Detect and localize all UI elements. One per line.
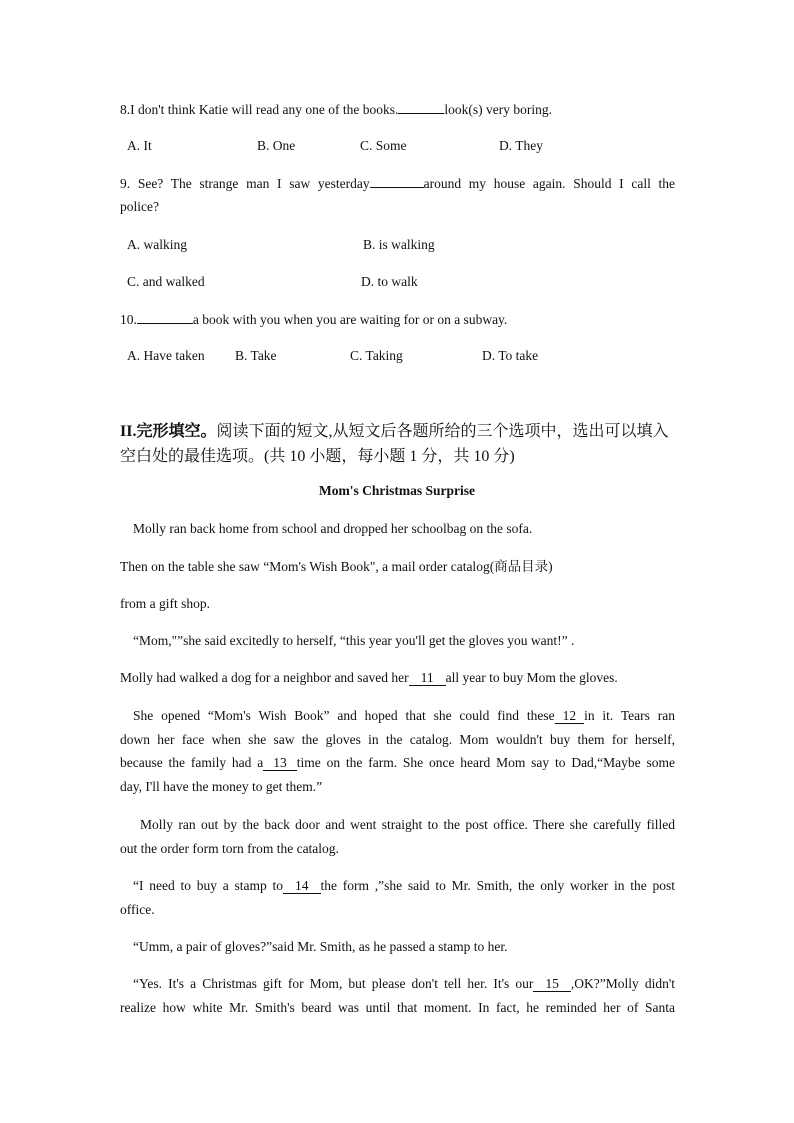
p8-text-before: “I need to buy a stamp to: [133, 878, 284, 893]
q8-option-d: D. They: [499, 138, 543, 153]
q10-text-after: a book with you when you are waiting for or on a subway.: [192, 312, 508, 327]
q8-option-c: C. Some: [360, 138, 407, 153]
passage-p6-line2: down her face when she saw the gloves in the catalog. Mom wouldn't buy them for herself,: [120, 732, 675, 747]
q10-option-d: D. To take: [482, 348, 539, 363]
passage-p10-line1: [133, 975, 675, 993]
q10-blank: [137, 310, 193, 324]
q9-option-d: D. to walk: [361, 274, 418, 289]
q9-blank: [370, 174, 424, 188]
passage-p10-line2: realize how white Mr. Smith's beard was until that moment. In fact, he reminded her of Santa: [120, 1000, 675, 1015]
section-2-label: II.完形填空。: [120, 423, 217, 440]
p6-text-before: She opened “Mom's Wish Book” and hoped that she could find these: [133, 708, 555, 723]
q8-option-b: B. One: [257, 138, 296, 153]
p5-text-after: all year to buy Mom the gloves.: [445, 670, 618, 685]
section-2-heading: [120, 419, 680, 445]
blank-15: 15: [533, 976, 571, 992]
passage-p8-line1: [133, 877, 675, 895]
passage-p4: “Mom,"”she said excitedly to herself, “this year you'll get the gloves you want!” .: [133, 633, 575, 648]
blank-12: 12: [555, 708, 585, 724]
passage-p6-line4: day, I'll have the money to get them.”: [120, 779, 323, 794]
passage-title: Mom's Christmas Surprise: [319, 483, 475, 498]
passage-p2: Then on the table she saw “Mom's Wish Book", a mail order catalog(商品目录): [120, 559, 553, 574]
q9-text-before: 9. See? The strange man I saw yesterday: [120, 176, 370, 191]
p6-l3-text-before: because the family had a: [120, 755, 264, 770]
question-10: [120, 310, 507, 329]
p10-text-before: “Yes. It's a Christmas gift for Mom, but please don't tell her. It's our: [133, 976, 534, 991]
p8-text-after: the form ,”she said to Mr. Smith, the only worker in the post: [320, 878, 675, 893]
q10-option-a: A. Have taken: [127, 348, 205, 363]
blank-13: 13: [263, 755, 297, 771]
passage-p8-line2: office.: [120, 902, 155, 917]
passage-p7-line2: out the order form torn from the catalog.: [120, 841, 339, 856]
q8-blank: [398, 100, 444, 114]
q8-text-after: look(s) very boring.: [444, 102, 552, 117]
q8-option-a: A. It: [127, 138, 152, 153]
blank-11: 11: [409, 670, 446, 686]
section-2-instruction-line1: 阅读下面的短文,从短文后各题所给的三个选项中，选出可以填入: [216, 423, 669, 440]
q9-option-a: A. walking: [127, 237, 187, 252]
q10-text-before: 10.: [120, 312, 137, 327]
q9-option-c: C. and walked: [127, 274, 205, 289]
passage-p7-line1: Molly ran out by the back door and went straight to the post office. There she carefully filled: [140, 817, 675, 832]
p5-text-before: Molly had walked a dog for a neighbor and saved her: [120, 670, 409, 685]
passage-p5: [120, 669, 618, 687]
passage-p9: “Umm, a pair of gloves?”said Mr. Smith, as he passed a stamp to her.: [133, 939, 508, 954]
passage-p3: from a gift shop.: [120, 596, 210, 611]
passage-p1: Molly ran back home from school and dropped her schoolbag on the sofa.: [133, 521, 533, 536]
q10-option-b: B. Take: [235, 348, 277, 363]
q9-option-b: B. is walking: [363, 237, 435, 252]
p10-text-after: ,OK?”Molly didn't: [570, 976, 676, 991]
q9-text-line2: police?: [120, 199, 159, 214]
question-9: [120, 174, 675, 193]
q9-text-after: around my house again. Should I call the: [423, 176, 675, 191]
p6-l3-text-after: time on the farm. She once heard Mom say to Dad,“Maybe some: [296, 755, 675, 770]
q10-option-c: C. Taking: [350, 348, 403, 363]
question-8: [120, 100, 552, 119]
p6-text-after: in it. Tears ran: [584, 708, 675, 723]
q8-text-before: 8.I don't think Katie will read any one of the books.: [120, 102, 399, 117]
passage-p6-line1: [133, 707, 675, 725]
section-2-instruction-line2: 空白处的最佳选项。(共 10 小题，每小题 1 分，共 10 分): [120, 448, 515, 465]
passage-p6-line3: [120, 754, 675, 772]
blank-14: 14: [283, 878, 321, 894]
